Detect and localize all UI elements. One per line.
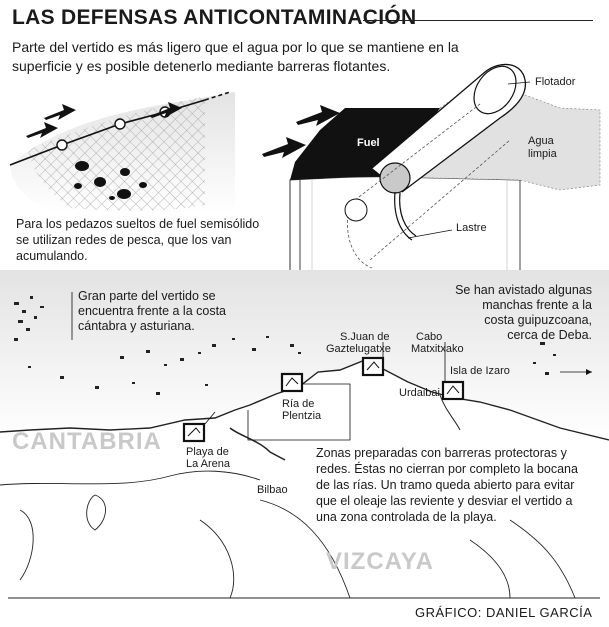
sightings-note-line-4: cerca de Deba. [507,328,592,342]
nets-caption-line-1: Para los pedazos sueltos de fuel semisólido [16,217,260,231]
place-san-juan-1: S.Juan de [340,331,390,343]
sightings-note-line-2: manchas frente a la [482,298,592,312]
place-cabo-2: Matxitxako [411,343,464,355]
fuel-label: Fuel [357,137,380,149]
coast-note-line-3: cántabra y asturiana. [78,319,195,333]
floating-barrier-illustration [262,58,600,290]
place-cabo-1: Cabo [416,331,443,343]
place-urdaibai: Urdaibai [399,387,440,399]
graphic-credit: GRÁFICO: DANIEL GARCÍA [415,605,593,620]
coast-note-line-2: encuentra frente a la costa [78,304,227,318]
sightings-note-line-1: Se han avistado algunas [455,283,592,297]
place-bilbao: Bilbao [257,484,288,496]
page-title: LAS DEFENSAS ANTICONTAMINACIÓN [12,6,417,29]
zones-note-line-5: una zona controlada de la playa. [316,510,497,524]
intro-text: Parte del vertido es más ligero que el agua por lo que se mantiene en la superficie y es posible detenerlo mediante barreras flotantes. [12,39,459,74]
coast-note-line-1: Gran parte del vertido se [78,289,216,303]
nets-caption-line-3: acumulando. [16,249,88,263]
place-plentzia-1: Ría de [282,398,315,410]
clean-water-label-1: Agua [528,135,554,147]
zones-note-line-3: de las rías. Un tramo queda abierto para evitar [316,478,575,492]
place-la-arena-1: Playa de [186,446,229,458]
sightings-note-line-3: costa guipuzcoana, [484,313,592,327]
place-izaro: Isla de Izaro [450,365,510,377]
zones-note-line-4: que el oleaje las reviente y desviar el vertido a [316,494,573,508]
title-rule [363,20,593,21]
place-san-juan-2: Gaztelugatxe [326,343,391,355]
fishing-net-illustration [10,92,235,213]
region-vizcaya: VIZCAYA [326,548,434,575]
region-cantabria: CANTABRIA [12,428,162,455]
float-label: Flotador [535,76,576,88]
clean-water-label-2: limpia [528,148,557,160]
place-la-arena-2: La Arena [186,458,231,470]
place-plentzia-2: Plentzia [282,410,322,422]
zones-note-line-2: redes. Éstas no cierran por completo la bocana [316,462,578,476]
zones-note-line-1: Zonas preparadas con barreras protectoras y [316,446,567,460]
ballast-label: Lastre [456,222,487,234]
nets-caption-line-2: se utilizan redes de pesca, que los van [16,233,232,247]
